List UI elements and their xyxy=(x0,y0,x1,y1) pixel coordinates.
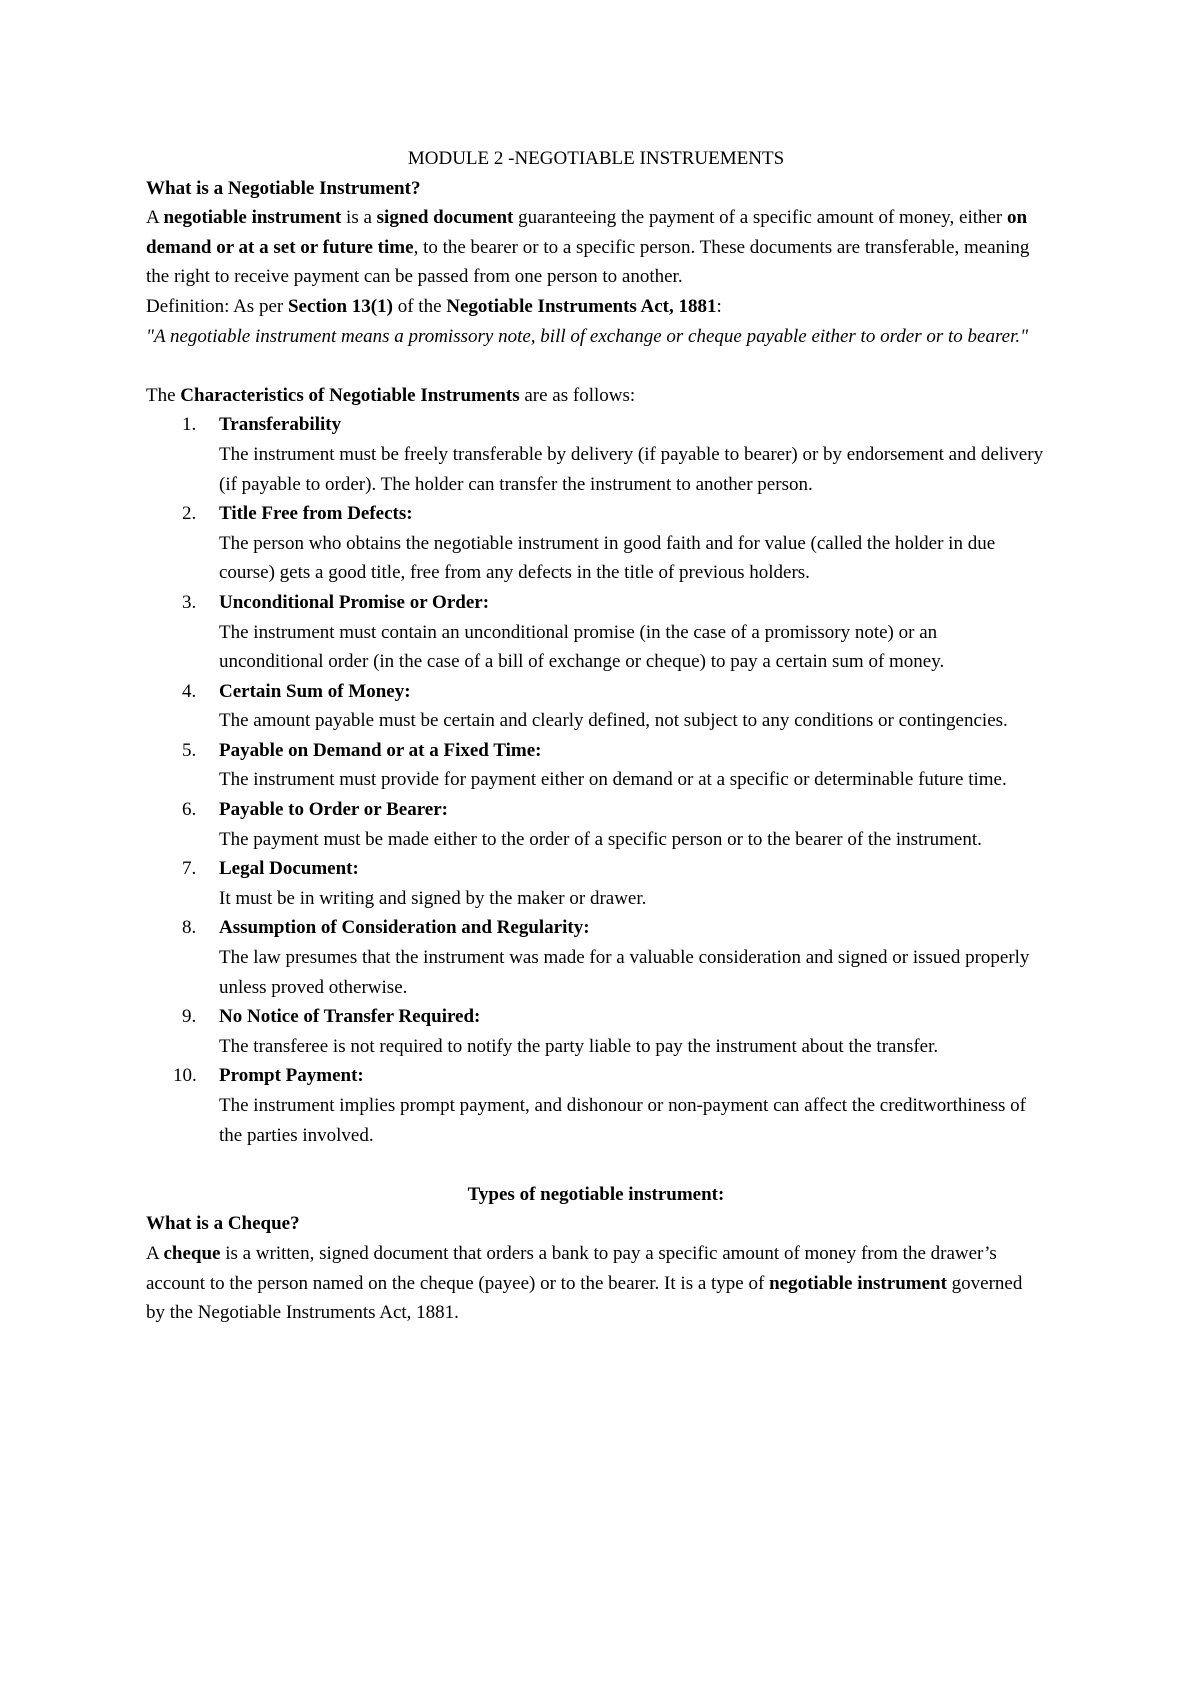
section-heading-negotiable-instrument: What is a Negotiable Instrument? xyxy=(146,177,421,199)
list-item xyxy=(146,588,1046,677)
list-number: 9. xyxy=(182,1006,197,1028)
list-item-body: The instrument implies prompt payment, and dishonour or non-payment can affect the creditworthiness of the parties involved. xyxy=(219,1095,1026,1146)
definition-line: Definition: As per Section 13(1) of the Negotiable Instruments Act, 1881: xyxy=(146,295,722,317)
list-number: 5. xyxy=(182,739,197,761)
list-number: 8. xyxy=(182,917,197,939)
characteristics-list xyxy=(146,410,1046,1150)
list-item-title: Payable to Order or Bearer: xyxy=(219,799,448,821)
list-item-title: Transferability xyxy=(219,414,342,436)
list-number: 7. xyxy=(182,858,197,880)
list-item-title: Unconditional Promise or Order: xyxy=(219,591,490,613)
list-item xyxy=(146,410,1046,499)
list-number: 3. xyxy=(182,591,197,613)
list-item xyxy=(146,854,1046,913)
document-content xyxy=(146,144,1046,1328)
list-item-body: The law presumes that the instrument was made for a valuable consideration and signed or issued properly unless proved otherwise. xyxy=(219,947,1030,998)
list-item xyxy=(146,913,1046,1002)
definition-quote: "A negotiable instrument means a promissory note, bill of exchange or cheque payable either to order or to bearer." xyxy=(146,325,1029,347)
list-item-body: It must be in writing and signed by the maker or drawer. xyxy=(219,887,647,909)
list-item-body: The instrument must contain an unconditional promise (in the case of a promissory note) or an unconditional order (in the case of a bill of exchange or cheque) to pay a certain sum of money. xyxy=(219,621,945,673)
list-number: 1. xyxy=(182,414,197,436)
list-number: 6. xyxy=(182,799,197,821)
list-item-title: No Notice of Transfer Required: xyxy=(219,1006,481,1028)
list-number: 10. xyxy=(173,1065,197,1087)
list-item-title: Title Free from Defects: xyxy=(219,503,413,525)
list-item-body: The transferee is not required to notify the party liable to pay the instrument about the transfer. xyxy=(219,1035,939,1057)
list-item-body: The instrument must provide for payment either on demand or at a specific or determinable future time. xyxy=(219,769,1007,791)
list-item xyxy=(146,795,1046,854)
list-item xyxy=(146,677,1046,736)
module-title: MODULE 2 -NEGOTIABLE INSTRUEMENTS xyxy=(407,148,785,169)
list-item-body: The payment must be made either to the order of a specific person or to the bearer of the instrument. xyxy=(219,828,982,850)
intro-paragraph: A negotiable instrument is a signed document guaranteeing the payment of a specific amount of money, either on demand or at a set or future time, to the bearer or to a specific person. These documents are transferable, meaning the right to receive payment can be passed from one person to another. xyxy=(146,207,1030,288)
list-item xyxy=(146,1002,1046,1061)
list-item-body: The instrument must be freely transferable by delivery (if payable to bearer) or by endorsement and delivery (if payable to order). The holder can transfer the instrument to another person. xyxy=(219,443,1044,495)
list-number: 2. xyxy=(182,503,197,525)
list-item xyxy=(146,736,1046,795)
list-item-title: Assumption of Consideration and Regularity: xyxy=(219,917,590,939)
list-item-body: The person who obtains the negotiable instrument in good faith and for value (called the holder in due course) gets a good title, free from any defects in the title of previous holders. xyxy=(219,532,996,584)
spacer xyxy=(146,351,1046,381)
characteristics-intro: The Characteristics of Negotiable Instruments are as follows: xyxy=(146,384,636,406)
list-item-title: Payable on Demand or at a Fixed Time: xyxy=(219,739,542,761)
list-item-title: Certain Sum of Money: xyxy=(219,680,411,702)
list-item-title: Legal Document: xyxy=(219,858,359,880)
cheque-heading: What is a Cheque? xyxy=(146,1213,300,1235)
list-number: 4. xyxy=(182,680,197,702)
list-item xyxy=(146,499,1046,588)
cheque-paragraph: A cheque is a written, signed document that orders a bank to pay a specific amount of money from the drawer’s account to the person named on the cheque (payee) or to the bearer. It is a type of negotiable instrument governed by the Negotiable Instruments Act, 1881. xyxy=(146,1242,1023,1324)
list-item-title: Prompt Payment: xyxy=(219,1065,364,1087)
list-item-body: The amount payable must be certain and clearly defined, not subject to any conditions or contingencies. xyxy=(219,710,1008,732)
types-heading: Types of negotiable instrument: xyxy=(467,1183,725,1205)
list-item xyxy=(146,1061,1046,1150)
spacer xyxy=(146,1150,1046,1180)
